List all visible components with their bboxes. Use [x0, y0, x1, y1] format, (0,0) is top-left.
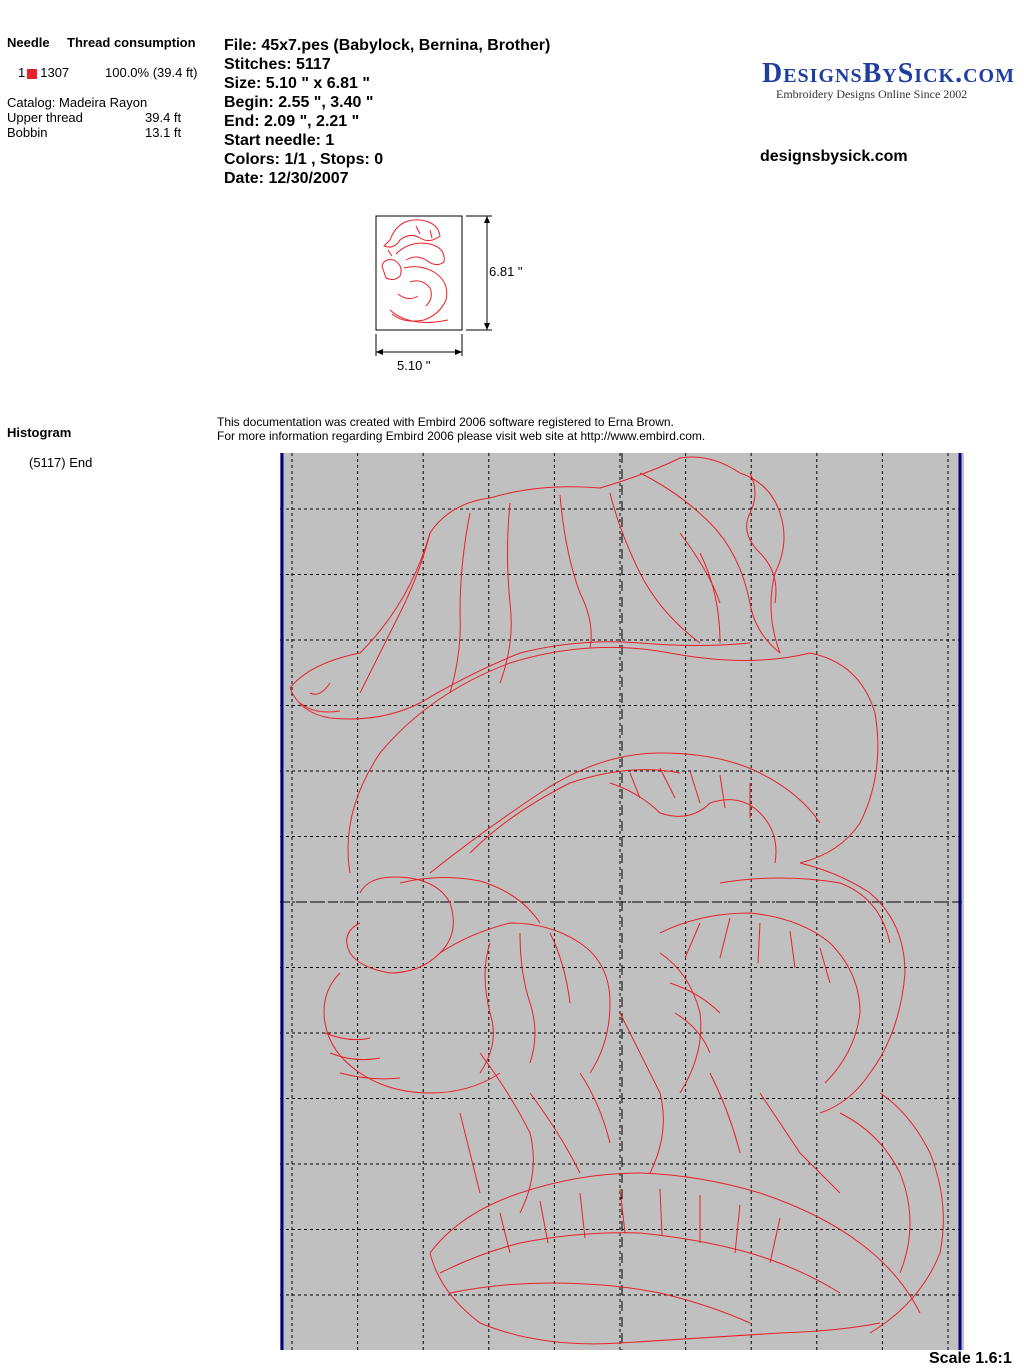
histogram-entry: (5117) End [29, 455, 93, 470]
needle-header: Needle [7, 35, 50, 50]
brand-tagline: Embroidery Designs Online Since 2002 [776, 87, 968, 101]
upper-thread-label: Upper thread [7, 110, 83, 125]
software-notice-line2: For more information regarding Embird 2006 please visit web site at http://www.embird.com. [217, 429, 706, 443]
design-date: Date: 12/30/2007 [224, 170, 349, 187]
scale-label: Scale 1.6:1 [929, 1350, 1012, 1367]
brand-logo: DesignsBySick.com [762, 58, 1015, 89]
bobbin-value: 13.1 ft [145, 125, 182, 140]
thread-consumption-header: Thread consumption [67, 35, 196, 50]
design-size: Size: 5.10 " x 6.81 " [224, 75, 370, 92]
bobbin-label: Bobbin [7, 125, 48, 140]
brand-site: designsbysick.com [760, 148, 908, 165]
software-notice-line1: This documentation was created with Embird 2006 software registered to Erna Brown. [217, 415, 674, 429]
histogram-title: Histogram [7, 425, 72, 440]
software-notice [217, 415, 705, 443]
colors-stops: Colors: 1/1 , Stops: 0 [224, 151, 384, 168]
file-info [224, 36, 550, 188]
needle-number: 1 [18, 65, 26, 80]
begin-position: Begin: 2.55 ", 3.40 " [224, 94, 374, 111]
start-needle: Start needle: 1 [224, 132, 335, 149]
thumbnail-height-label: 6.81 " [489, 264, 523, 279]
catalog-label: Catalog: Madeira Rayon [7, 95, 148, 110]
color-swatch [27, 69, 37, 79]
thumbnail-width-label: 5.10 " [397, 358, 431, 373]
thread-color-code: 1307 [40, 65, 70, 80]
thread-row [18, 65, 69, 80]
design-canvas [280, 453, 964, 1350]
stitch-count: Stitches: 5117 [224, 56, 331, 73]
upper-thread-value: 39.4 ft [145, 110, 182, 125]
thread-consumption-value: 100.0% (39.4 ft) [105, 65, 198, 80]
file-name: File: 45x7.pes (Babylock, Bernina, Brother) [224, 37, 551, 54]
end-position: End: 2.09 ", 2.21 " [224, 113, 360, 130]
design-thumbnail [370, 210, 540, 380]
